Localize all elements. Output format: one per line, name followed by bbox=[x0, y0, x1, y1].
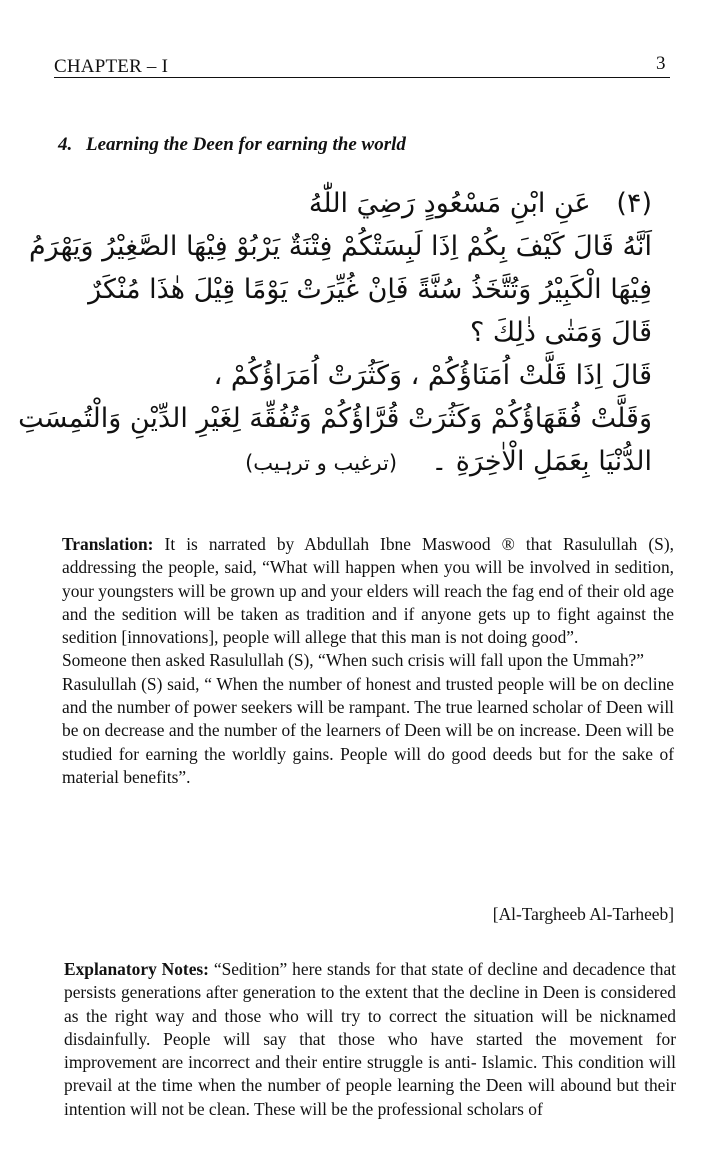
section-title: Learning the Deen for earning the world bbox=[86, 134, 406, 155]
explanatory-notes-section bbox=[64, 958, 676, 1121]
translation-paragraph: Rasulullah (S) said, “ When the number of honest and trusted people will be on decline and the number of power seekers will be rampant. The true learned scholar of Deen will be on decrease and the number of the learners of Deen will be on increase. Deen will be studied for earning the worldly gains. People will do good deeds but for the sake of material benefits”. bbox=[62, 673, 674, 787]
section-number: 4. bbox=[58, 134, 73, 155]
hadith-narrator-line bbox=[96, 182, 652, 225]
translation-label: Translation: bbox=[62, 534, 154, 554]
notes-paragraph bbox=[64, 958, 676, 1121]
page-number: 3 bbox=[656, 53, 666, 74]
translation-paragraph: Someone then asked Rasulullah (S), “When such crisis will fall upon the Ummah?” bbox=[62, 650, 644, 671]
hadith-marker: (۴) bbox=[616, 188, 652, 219]
notes-label: Explanatory Notes: bbox=[64, 959, 209, 979]
hadith-line: وَقَلَّتْ فُقَهَاؤُكُمْ وَكَثُرَتْ قُرَّاؤُكُمْ وَتُفُقِّهَ لِغَيْرِ الدِّيْنِ وَالْتُمِسَتِ bbox=[18, 403, 652, 434]
hadith-line: قَالَ وَمَتٰى ذٰلِكَ ؟ bbox=[470, 317, 652, 348]
running-header-chapter: CHAPTER – I bbox=[54, 56, 169, 77]
hadith-line: الدُّنْيَا بِعَمَلِ الْاٰخِرَةِ ۔ bbox=[431, 446, 652, 477]
translation-section bbox=[62, 533, 674, 789]
header-rule bbox=[54, 77, 670, 78]
section-heading bbox=[58, 134, 406, 156]
hadith-last-line bbox=[96, 440, 652, 485]
hadith-line: فِيْهَا الْكَبِيْرُ وَتُتَّخَذُ سُنَّةً فَاِنْ غُيِّرَتْ يَوْمًا قِيْلَ هٰذَا مُنْكَرٌ bbox=[88, 274, 652, 305]
notes-text: “Sedition” here stands for that state of decline and decadence that persists generations after generation to the extent that the decline in Deen is considered as the right way and those who will try to correct the situation will be nicknamed disdainfully. People will say that those who have started the movement for improvement are incorrect and their entire struggle is anti- Islamic. This condition will prevail at the time when the number of people learning the Deen will abound but their intention will not be clean. These will be the professional scholars of bbox=[64, 959, 676, 1119]
hadith-line: قَالَ اِذَا قَلَّتْ اُمَنَاؤُكُمْ ، وَكَثُرَتْ اُمَرَاؤُكُمْ ، bbox=[213, 360, 652, 391]
translation-paragraph bbox=[62, 533, 674, 649]
source-citation: [Al-Targheeb Al-Tarheeb] bbox=[492, 904, 674, 924]
hadith-narrator: عَنِ ابْنِ مَسْعُودٍ رَضِيَ اللّٰهُ bbox=[308, 188, 591, 219]
hadith-line: اَنَّهُ قَالَ كَيْفَ بِكُمْ اِذَا لَبِسَتْكُمْ فِتْنَةٌ يَرْبُوْ فِيْهَا الصَّغِيْرُ وَيَهْرَمُ bbox=[28, 231, 652, 262]
hadith-arabic-text bbox=[18, 182, 652, 485]
hadith-reference: (ترغیب و ترہیب) bbox=[245, 451, 398, 475]
translation-text: It is narrated by Abdullah Ibne Maswood ® that Rasulullah (S), addressing the people, said, “What will happen when you will be involved in sedition, your youngsters will be grown up and your elders will reach the fag end of their old age and the sedition will be taken as tradition and if anyone gets up to fight against the sedition [innovations], people will allege that this man is not doing good”. bbox=[62, 534, 674, 648]
